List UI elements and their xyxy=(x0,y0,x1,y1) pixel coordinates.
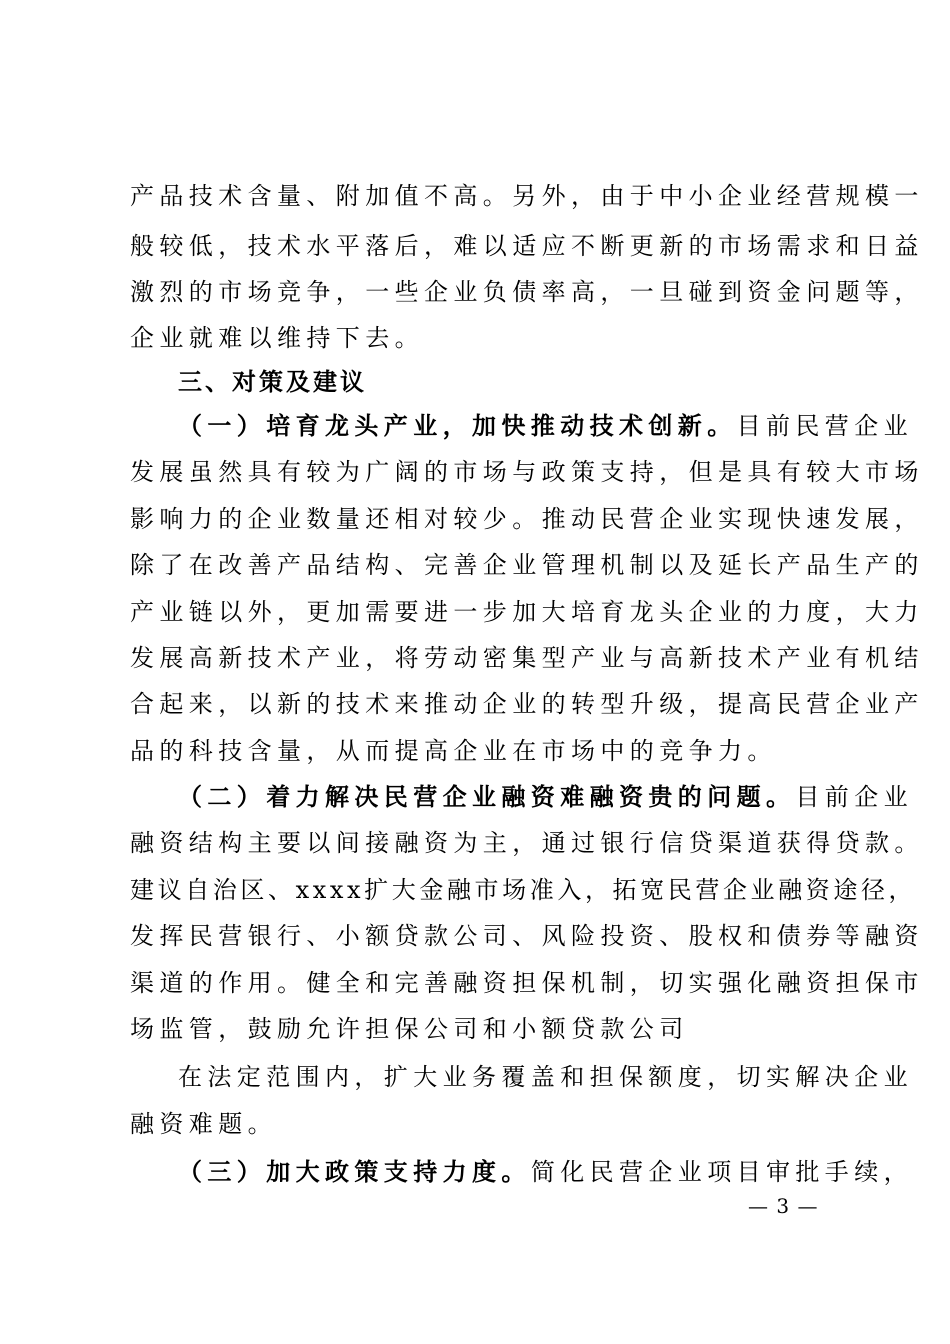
paragraph-line: 产业链以外，更加需要进一步加大培育龙头企业的力度，大力 xyxy=(130,598,924,626)
page-number: — 3 — xyxy=(748,1194,819,1218)
paragraph-line: 发展高新技术产业，将劳动密集型产业与高新技术产业有机结 xyxy=(130,644,924,672)
paragraph-line: 在法定范围内，扩大业务覆盖和担保额度，切实解决企业 xyxy=(178,1063,913,1091)
item-first-line xyxy=(178,410,913,442)
paragraph-line: 影响力的企业数量还相对较少。推动民营企业实现快速发展， xyxy=(130,505,924,533)
paragraph-line: 般较低，技术水平落后，难以适应不断更新的市场需求和日益 xyxy=(130,232,924,260)
paragraph-line: 建议自治区、xxxx扩大金融市场准入，拓宽民营企业融资途径， xyxy=(130,876,917,904)
item-first-line-rest: 目前民营企业 xyxy=(736,412,914,440)
paragraph-line: 合起来，以新的技术来推动企业的转型升级，提高民营企业产 xyxy=(130,690,924,718)
item-lead: （一）培育龙头产业，加快推动技术创新。 xyxy=(178,411,737,440)
item-first-line xyxy=(178,781,913,813)
paragraph-line: 发展虽然具有较为广阔的市场与政策支持，但是具有较大市场 xyxy=(130,458,924,486)
paragraph-line: 激烈的市场竞争，一些企业负债率高，一旦碰到资金问题等， xyxy=(130,278,924,306)
item-lead: （二）着力解决民营企业融资难融资贵的问题。 xyxy=(178,782,796,811)
paragraph-line: 渠道的作用。健全和完善融资担保机制，切实强化融资担保市 xyxy=(130,969,924,997)
paragraph-line: 产品技术含量、附加值不高。另外，由于中小企业经营规模一 xyxy=(130,182,924,210)
paragraph-line: 企业就难以维持下去。 xyxy=(130,324,424,352)
paragraph-line: 融资难题。 xyxy=(130,1110,277,1138)
paragraph-line: 除了在改善产品结构、完善企业管理机制以及延长产品生产的 xyxy=(130,551,924,579)
paragraph-line: 场监管，鼓励允许担保公司和小额贷款公司 xyxy=(130,1015,689,1043)
paragraph-line: 发挥民营银行、小额贷款公司、风险投资、股权和债券等融资 xyxy=(130,922,924,950)
item-lead: （三）加大政策支持力度。 xyxy=(178,1157,531,1186)
item-first-line xyxy=(178,1156,913,1188)
paragraph-line: 品的科技含量，从而提高企业在市场中的竞争力。 xyxy=(130,737,777,765)
paragraph-line: 融资结构主要以间接融资为主，通过银行信贷渠道获得贷款。 xyxy=(130,829,924,857)
item-first-line-rest: 目前企业 xyxy=(795,783,914,811)
item-first-line-rest: 简化民营企业项目审批手续， xyxy=(530,1158,914,1186)
section-heading: 三、对策及建议 xyxy=(178,368,367,396)
